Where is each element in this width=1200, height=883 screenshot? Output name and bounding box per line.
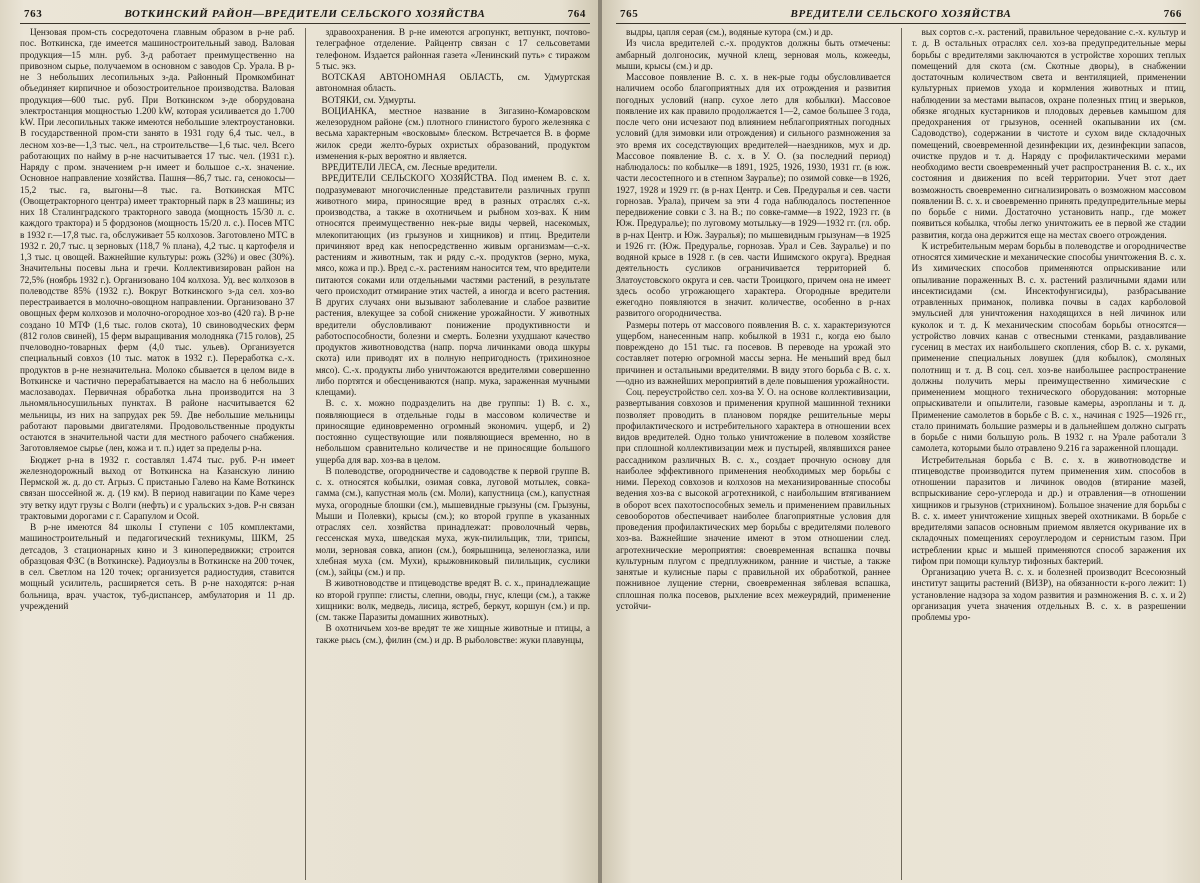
paragraph: Бюджет р-на в 1932 г. составлял 1.474 тыс. руб. Р-н имеет железнодорожный выход от Воткинска на Казанскую линию Пермской ж. д. до ст. Агрыз. С пристанью Галево на Каме Воткинск связан шоссейной ж. д. (19 км). В период навигации по Каме через эту ветку идут грузы с Волги (нефть) и с уральских з-дов. Р-н связан трактовыми дорогами с г. Сарапулом и Осой. [20,455,295,522]
paragraph: здравоохранения. В р-не имеются агропункт, ветпункт, почтово-телеграфное отделение. Райцентр связан с 17 сельсоветами телефоном. Издается районная газета «Ленинский путь» с тиражом 5 тыс. экз. [315,28,591,72]
paragraph: В р-не имеются 84 школы I ступени с 105 комплектами, машиностроительный и педагогический техникумы, ШКМ, 25 детсадов, 3 стационарных кино и 3 кинопередвижки; строится образцовая ФЗС (в Воткинске). Радиоузлы в Воткинске на 200 точек, в сел. Светлом на 120 точек; организуется радиостудия, ставится мощный усилитель, расширяется сеть. В р-не находятся: р-ная больница, врач. участок, туб-диспансер, амбулатория и 11 др. учреждений [20,523,295,612]
text-columns [616,28,1186,880]
paragraph: Из числа вредителей с.-х. продуктов должны быть отмечены: амбарный долгоносик, мучной клещ, зерновая моль, кожееды, мыши, крысы (см.) и др. [616,39,891,72]
page-number: 765 [620,8,639,20]
paragraph: вых сортов с.-х. растений, правильное чередование с.-х. культур и т. д. В остальных отраслях сел. хоз-ва предупредительные меры борьбы с вредителями заключаются в устройстве хороших теплых помещений для скота (см. Скотные дворы), в снабжении достаточным количеством света и вентиляцией, применении культурных приемов ухода и кормления животных и птиц, наблюдении за местами выпасов, охране полезных птиц и зверьков, обязке ягодных кустарников и плодовых деревьев камышом для предохранения от грызунов, осенней окапывании их (см. Садоводство), содержании в чистоте и сухом виде складочных помещений, своевременной дезинфекции их, дезинфекции запасов, очистке прудов и т. д. Наряду с профилактическими мерами необходимо вести своевременный учет распространения В. с. х., их состояния и движения по всей территории. Учет этот дает возможность своевременно сигнализировать о возможном массовом появлении В. с. х. и своевременно принять предупредительные меры по борьбе с ними. Достаточно установить напр., где может появиться кобылка, чтобы легко уничтожить ее в первой же стадии развития, когда она держится еще на местах своего отрождения. [911,28,1187,241]
entry-votyaki: ВОТЯКИ, см. Удмурты. [321,95,416,106]
running-head-left [20,8,590,24]
text-columns [20,28,590,880]
text-column-2 [912,28,1187,880]
paragraph: В животноводстве и птицеводстве вредят В. с. х., принадлежащие ко второй группе: глисты, слепни, оводы, гнус, клещи (см.), а также хищники: волк, медведь, лисица, ястреб, беркут, коршун (см.) и пр. (см. также Паразиты домашних животных). [315,579,591,623]
paragraph: Цензовая пром-сть сосредоточена главным образом в р-не раб. пос. Воткинска, где имеется машиностроительный завод. Валовая продукция—15 млн. руб. З-д работает преимущественно на привозном сырье, получаемом в основном с заводов Ср. Урала. В р-не 3 небольших лесопильных з-да. Районный Промкомбинат объединяет кирпичное и обозостроительное производства. Валовая продукция—600 тыс. руб. При Воткинском з-де оборудована электростанция мощностью 1.200 kW, которая усиливается до 1.700 kW. При лесопильных также имеются небольшие электроустановки. В государственной пром-сти занято в 1931 году 6,4 тыс. чел., в лесном хоз-ве—1,3 тыс. чел., на строительстве—1,6 тыс. чел. Всего работающих по найму в р-не насчитывается 17 тыс. чел. (1931 г.). Наряду с пром. значением р-н имеет и большое с.-х. значение. Основное направление хозяйства. Пашня—86,7 тыс. га, сенокосы—15,2 тыс. га, выгоны—8 тыс. га. Воткинская МТС (Овощетракторного центра) имеет тракторный парк в 23 машины; из них 18 Сталинградского тракторного завода (мощность 15/30 л. с. каждого трактора) и 5 фордзонов (мощность 15/20 л. с.). Посев МТС в 1932 г.—17,8 тыс. га, обслуживает 55 колхозов. Заготовлено МТС в 1932 г. 20,7 тыс. ц зерновых (118,7 % плана), 4,2 тыс. ц картофеля и 1,3 тыс. ц овощей. Важнейшие культуры: рожь (32%) и овес (30%). Значительны посевы льна и гречи. Коллективизирован район на 72,5% (ноябрь 1932 г.). Организовано 104 колхоза. Уд. вес колхозов в полеводстве 85% (1932 г.). Вокруг Воткинского з-да сел. хоз-во перестраивается в молочно-овощном направлении. Организовано 37 овощных ферм колхозов и молочно-огородное хоз-во (420 га). В р-не создано 10 МТФ (1,6 тыс. голов скота), 10 свиноводческих ферм (812 голов свиней), 15 ферм выращивания молодняка (715 голов), 25 пчеловодно-товарных ферм (4,0 тыс. ульев). Организуется специальный совхоз (10 тыс. маток в 1932 г.). Переработка с.-х. продуктов в р-не незначительна. Молоко сбывается в целом виде в Воткинске и частично перерабатывается на масло на 6 небольших маслозаводах. Первичная обработка льна производится на 3 льномяльносушильных пунктах. В районе насчитывается 62 мельницы, из них на запрудах рек 59. Две небольшие мельницы работают паровыми двигателями. Продовольственные продукты остаются в значительной части для местного рабочего снабжения. Заготовляемое сырье (лен, кожа и т. п.) идет за пределы р-на. [20,28,295,455]
running-title: ВОТКИНСКИЙ РАЙОН—ВРЕДИТЕЛИ СЕЛЬСКОГО ХОЗЯЙСТВА [124,8,486,20]
page-number: 766 [1163,8,1182,20]
left-page [0,0,598,883]
page-number: 764 [567,8,586,20]
paragraph: Организацию учета В. с. х. и болезней производит Всесоюзный институт защиты растений (ВИЗР), на обязанности к-рого лежит: 1) установление надзора за ходом развития и размножения В. с. х. и 2) организация учета значения отдельных В. с. х. в разрешении проблемы уро- [911,568,1187,623]
column-divider [305,28,306,880]
column-divider [901,28,902,880]
text-column-1 [20,28,295,880]
paragraph: Соц. переустройство сел. хоз-ва У. О. на основе коллективизации, развертывания совхозов и применения крупной машинной техники позволяет проводить в плановом порядке решительные меры профилактического и истребительного характера в отношении всех видов вредителей. Одно только уничтожение в полевом хозяйстве при сплошной коллективизации меж и пустырей, являвшихся ранее рассадником различных В. с. х., создает прочную основу для наиболее эффективного применения необходимых мер борьбы с ними. Переход совхозов и колхозов на механизированные способы ведения хоз-ва с высокой агротехникой, с наибольшим втягиванием в оборот всех пахотоспособных земель и применением правильных севооборотов обеспечивает наиболее благоприятные условия для проведения профилактических мер борьбы с вредителями полевого хоз-ва. Важнейшие значение имеют в этом отношении след. агротехнические мероприятия: своевременная вспашка почвы культурным плугом с предплужником, ранние и чистые, а также занятые и кулисные пары с правильной их обработкой, раннее пожнивное лущение стерни, своевременная зяблевая вспашка, сплошная полка посевов, рыхление всех межеурядий, применение устойчи- [616,388,891,612]
paragraph: К истребительным мерам борьбы в полеводстве и огородничестве относятся химические и механические способы уничтожения В. с. х. Из химических способов применяются опрыскивание или опыливание пораженных В. с. х. растений различными ядами или инсектисидами (см. Инсектофунгисиды), разбрасывание отравленных приманок, поливка почвы в садах карболовой эмульсией для уничтожения находящихся в ней личинок или куколок и т. д. К механическим способам борьбы относятся—устройство ловчих канав с отвесными стенками, раздавливание гусениц в местах их наибольшего скопления, сбор В. с. х. руками, применение специальных ловушек (для кобылок), смоляных полотнищ и т. д. В соц. сел. хоз-ве наибольшее распространение должны получить меры преимущественно химические с применением мощного технического оборудования: моторные опрыскиватели и опылители, газовые камеры, аэропланы и т. д. Применение самолетов в борьбе с В. с. х., начиная с 1925—1926 гг., стало принимать большие размеры и в дальнейшем должно сыграть в борьбе с ними большую роль. В 1932 г. на Урале работали 3 самолета, которыми было отравлено 9.216 га зараженной площади. [911,241,1187,455]
paragraph: Размеры потерь от массового появления В. с. х. характеризуются ущербом, нанесенным напр. кобылкой в 1931 г., когда ею было повреждено до 151 тыс. га посевов. В переводе на урожай это составляет потерю огромной массы зерна. Не меньший вред был причинен и остальными вредителями. В виду этого борьба с В. с. х.—одно из важнейших мероприятий в деле повышения урожайности. [616,320,891,387]
paragraph: выдры, цапля серая (см.), водяные кутора (см.) и др. [626,28,833,38]
paragraph: Истребительная борьба с В. с. х. в животноводстве и птицеводстве производится путем применения хим. способов в отношении паразитов и личинок оводов (втирание мазей, вспрыскивание серо-углерода и др.) и отравления—в отношении хищников и грызунов (стрихнином). Большое значение для борьбы с В. с. х. имеет уничтожение хищных зверей охотниками. В борьбе с вредителями запасов основным приемом является окуривание их в складочных помещениях сероуглеродом и сернистым газом. При истреблении крыс и мышей применяются способ заражения их тифом при помощи культур тифозных бактерий. [911,455,1187,567]
running-title: ВРЕДИТЕЛИ СЕЛЬСКОГО ХОЗЯЙСТВА [790,8,1012,20]
paragraph: В охотничьем хоз-ве вредят те же хищные животные и птицы, а также рысь (см.), филин (см.) и др. В рыболовстве: жуки плавунцы, [315,624,591,646]
running-head-right [616,8,1186,24]
paragraph: Массовое появление В. с. х. в нек-рые годы обусловливается наличием особо благоприятных для их отрождения и развития погодных условий (напр. сухое лето для кобылки). Массовое появление их как правило продолжается 1—2, самое большее 3 года, после чего они исчезают под влиянием неблагоприятных погодных условий (для зимовки или отрождения) и сильного размножения за это время их соседствующих вредителей—наездников, мух и др. Массовое появление В. с. х. в У. О. (за последний период) наблюдалось: по кобылке—в 1891, 1925, 1926, 1930, 1931 гг. (в юж. части лесостепного и в степном Зауралье); по озимой совке—в 1926, 1927, 1928 и 1929 гг. (в р-нах Центр. и Сев. Предуралья и сев. части горнозав. Урала), причем за эти 4 года наблюдалось постепенное передвижение совки с З. на В.; по совке-гамме—в 1922, 1923 гг. (в Юж. Предуралье); по луговому мотыльку—в 1929—1932 гг. (гл. обр. в р-нах Центр. и Юж. Зауралья); по мышевидным грызунам—в 1925 и 1926 гг. (Юж. Предуралье, горнозав. Урал и Сев. Зауралье) и по водяной крысе в 1928 г. (в сев. части Ишимского округа). Вредная деятельность сусликов ограничивается территорией б. Златоустовского округа и сев. части Троицкого, причем она не имеет здесь особо угрожающего характера. Огородные вредители ежегодно появляются в значит. количестве, особенно в р-нах развитого огородничества. [616,73,891,320]
right-page [602,0,1200,883]
entry-votsianka: ВОЦИАНКА, местное название в Зигазино-Комаровском железорудном районе (см.) плотного глинистого бурого железняка с весьма характерным «восковым» блеском. Встречается В. в форме жилок среди желто-бурых охристых образований, продуктом изменения к-рых вероятно и является. [315,106,591,162]
paragraph: В полеводстве, огородничестве и садоводстве к первой группе В. с. х. относятся кобылки, озимая совка, луговой мотылек, совка-гамма (см.), капустная моль (см. Моли), капустница (см.), капустная муха, огородные блошки (см.), мышевидные грызуны (см. Грызуны, Мыши и Полевки), крысы (см.); ко второй группе в указанных отраслях сел. хозяйства принадлежат: проволочный червь, гессенская муха, шведская муха, жук-пилильщик, тли, трипсы, моли, зерновая совка, апион (см.), боярышница, зеленоглазка, или хлебная муха (см. Мухи), крыжовниковый пилильщик, суслики (см.), зайцы (см.) и пр. [315,466,591,578]
entry-forest-pests: ВРЕДИТЕЛИ ЛЕСА, см. Лесные вредители. [321,163,498,173]
text-column-2 [316,28,591,880]
page-number: 763 [24,8,43,20]
text-column-1 [616,28,891,880]
entry-votskaya: ВОТСКАЯ АВТОНОМНАЯ ОБЛАСТЬ, см. Удмуртская автономная область. [315,73,591,95]
paragraph: В. с. х. можно подразделить на две группы: 1) В. с. х., появляющиеся в отдельные годы в массовом количестве и приносящие единовременно огромный экономич. ущерб, и 2) постоянно существующие или появляющиеся временно, но в небольшом сравнительно количестве и не приносящие большого ущерба для вар. хоз-ва в целом. [315,399,591,466]
entry-agri-pests: ВРЕДИТЕЛИ СЕЛЬСКОГО ХОЗЯЙСТВА. Под именем В. с. х. подразумевают многочисленные представители различных групп животного мира, приносящие вред в разных отраслях с.-х. производства, а также в охотничьем и рыбном хоз-вах. К ним относятся преимущественно нек-рые виды червей, насекомых, млекопитающих (из грызунов и хищников) и птиц. Вредители причиняют вред как непосредственно живым организмам—с.-х. растениям и животным, так и ряду с.-х. продуктов (зерно, мука, мясо, кожа и пр.). Вред с.-х. растениям наносится тем, что вредители питаются соками или отдельными частями растений, в результате чего происходит отмирание этих частей, а иногда и всего растения. В других случаях они вызывают заболевание и слабое развитие растения, влекущее за собой снижение урожайности. У животных вредители обусловливают понижение продуктивности и работоспособности, болезни и смерть. Болезни ухудшают качество продуктов животноводства (напр. порча личинками овода шкуры скота) или приводят их в полную непригодность (трихинозное мясо). С.-х. продукты либо уничтожаются вредителями совершенно либо портятся и обесцениваются (напр. мука, зараженная мучными клещами). [315,174,591,398]
